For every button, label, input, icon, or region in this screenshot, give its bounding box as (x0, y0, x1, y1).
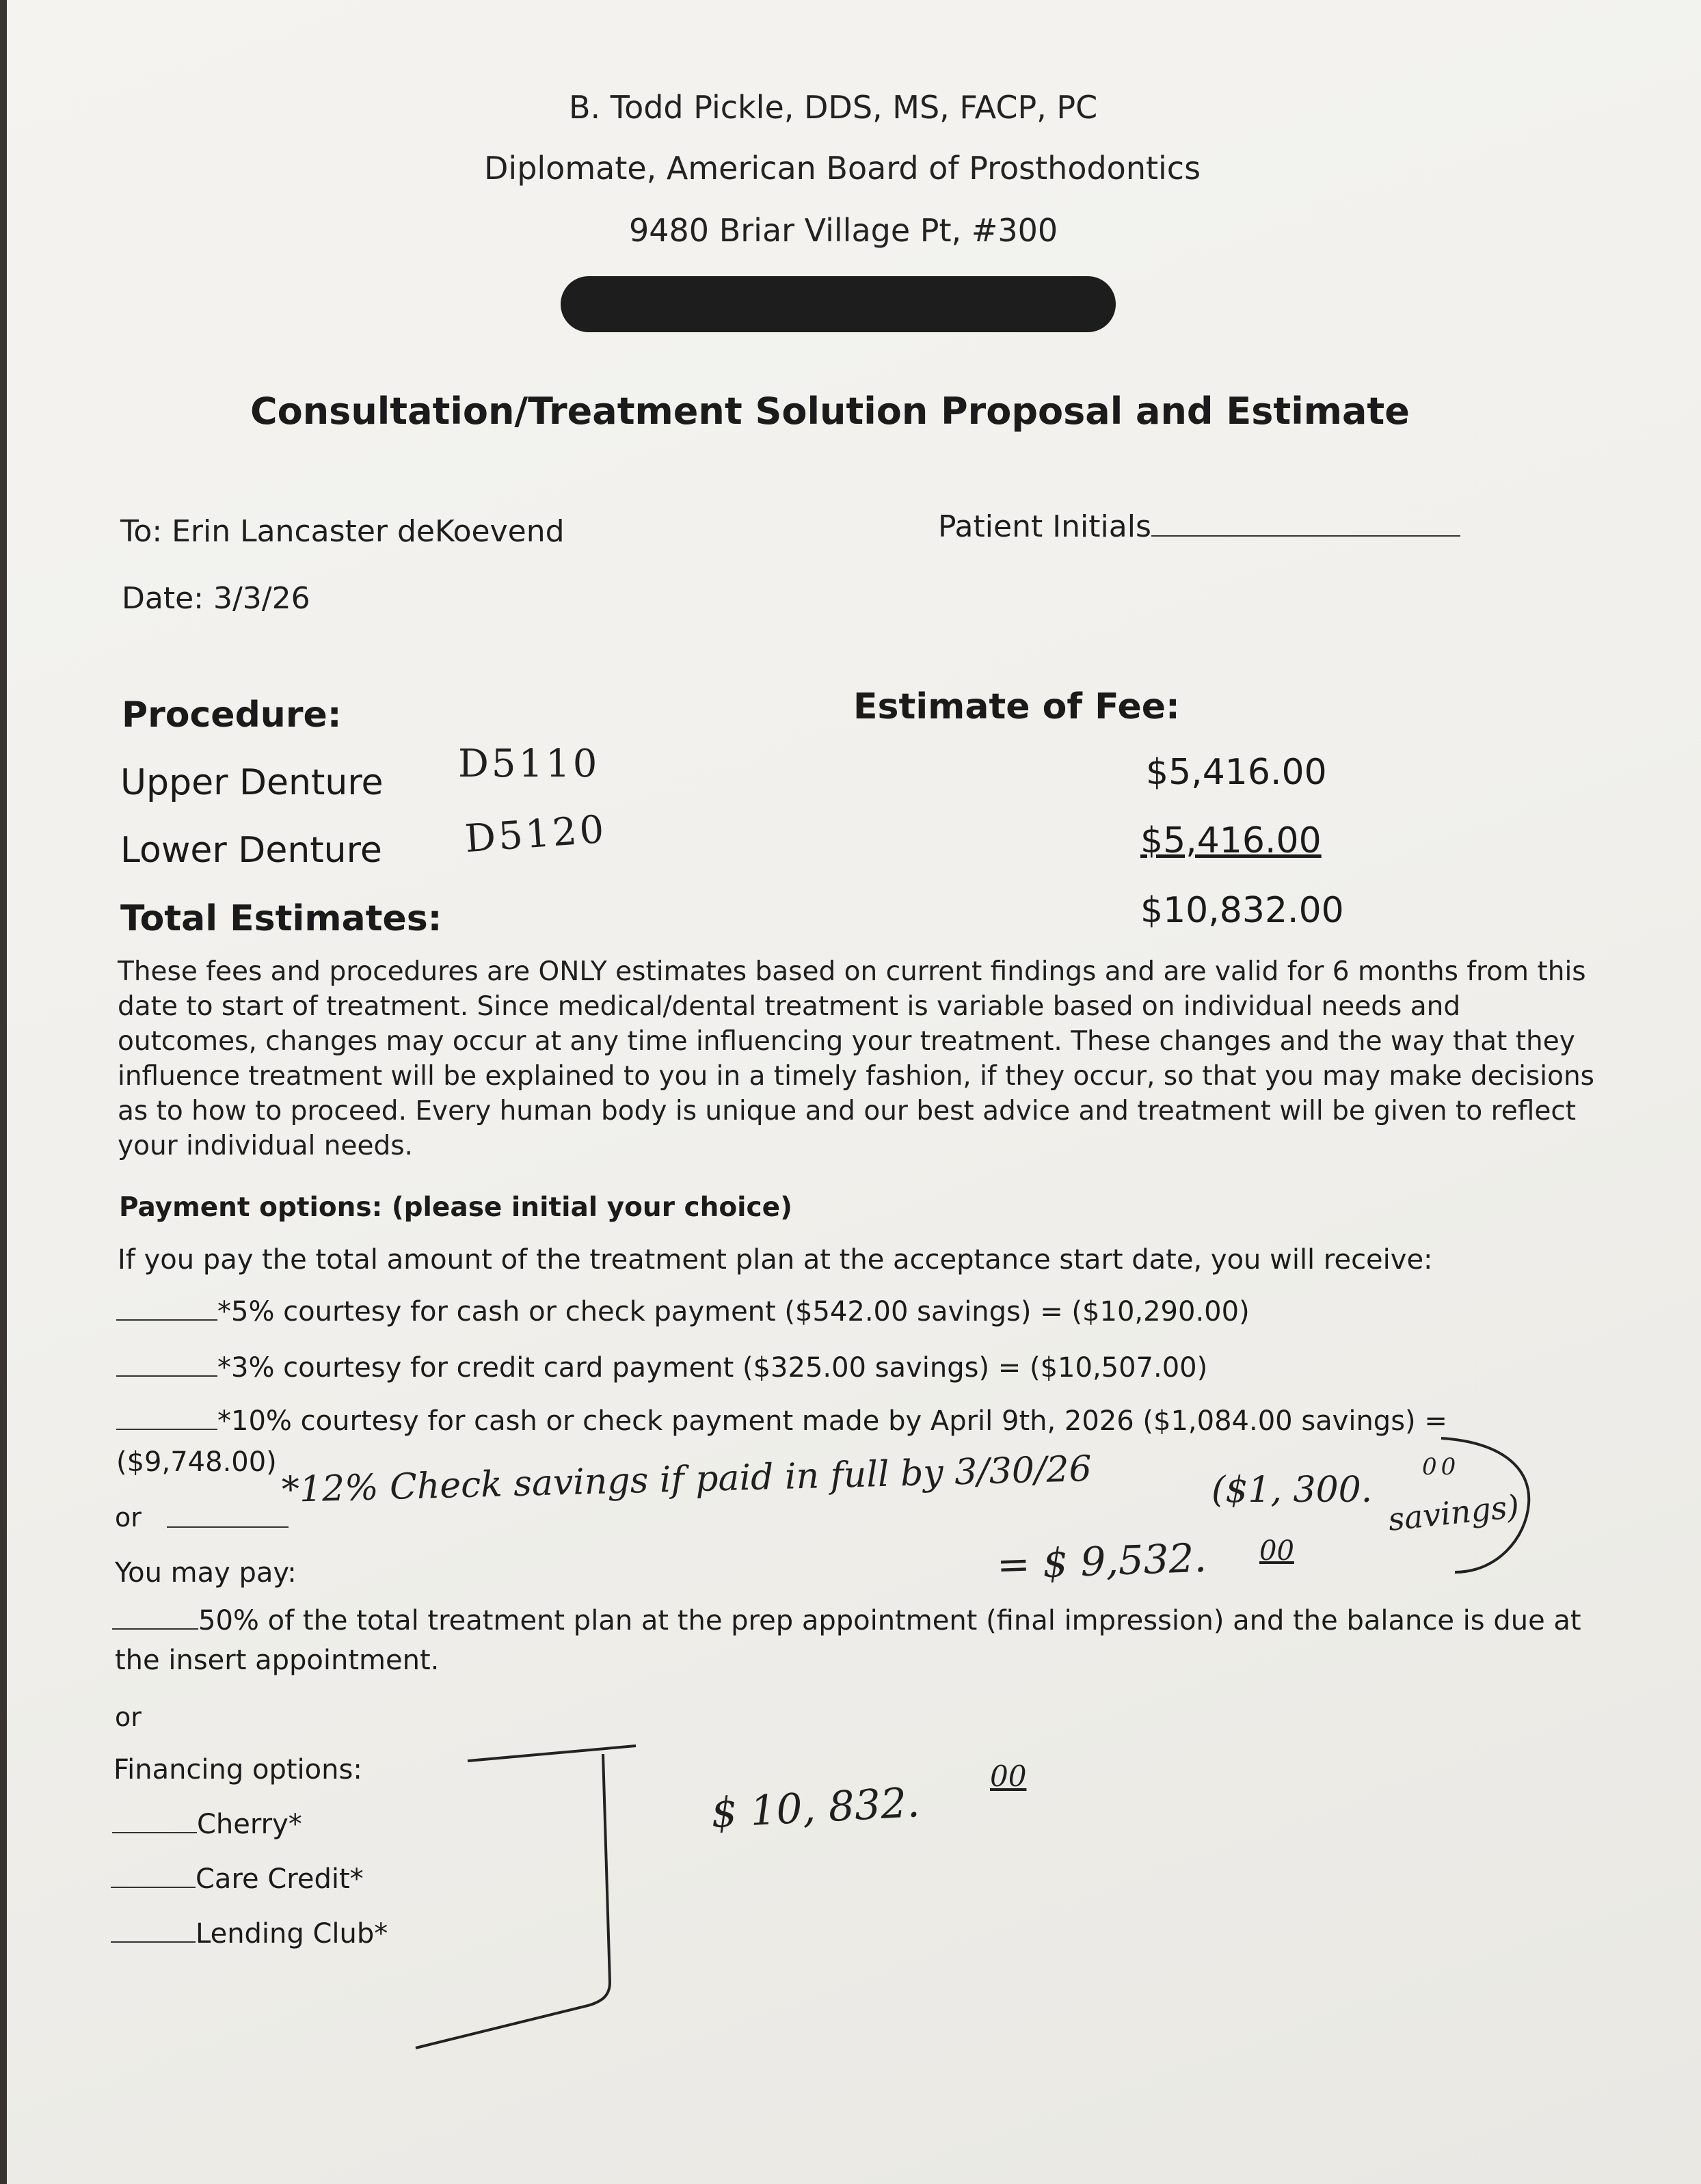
disclaimer-line: influence treatment will be explained to you in a timely fashion, if they occur, so that you may make decisions (118, 1061, 1594, 1092)
letterhead-address: 9480 Briar Village Pt, #300 (629, 212, 1058, 249)
handwritten-total: = $ 9,532. (995, 1534, 1207, 1589)
document-title: Consultation/Treatment Solution Proposal and Estimate (250, 390, 1410, 433)
procedure-heading: Procedure: (122, 695, 342, 736)
financing-label: Financing options: (113, 1754, 362, 1785)
option-half-line2: the insert appointment. (115, 1645, 440, 1676)
handwritten-financing-cents: 00 (990, 1760, 1027, 1793)
date-line: Date: 3/3/26 (122, 581, 310, 616)
patient-initials-label: Patient Initials (938, 509, 1151, 544)
you-may-pay: You may pay: (115, 1557, 297, 1589)
procedure-upper-code: D5110 (458, 742, 600, 786)
option-half-text: 50% of the total treatment plan at the prep appointment (final impression) and the balance is due at (198, 1605, 1581, 1636)
handwritten-option-12pct: *12% Check savings if paid in full by 3/30/26 (281, 1448, 1093, 1511)
or-label: or (115, 1502, 142, 1533)
procedure-lower-fee: $5,416.00 (1140, 820, 1322, 861)
disclaimer-line: outcomes, changes may occur at any time influencing your treatment. These changes and the way that they (118, 1026, 1575, 1057)
total-value: $10,832.00 (1140, 890, 1344, 931)
estimate-heading: Estimate of Fee: (853, 686, 1180, 727)
handwritten-savings-word: savings) (1386, 1487, 1521, 1538)
financing-lending-club-text: Lending Club* (196, 1918, 388, 1950)
option-april-text: *10% courtesy for cash or check payment made by April 9th, 2026 ($1,084.00 savings) = (217, 1405, 1447, 1437)
handwritten-brace (1441, 1438, 1529, 1572)
handwritten-financing-amount: $ 10, 832. (710, 1779, 921, 1837)
disclaimer-line: date to start of treatment. Since medical/dental treatment is variable based on individual needs and (118, 991, 1461, 1022)
handwritten-bracket-side (416, 1754, 610, 2048)
option-card-text: *3% courtesy for credit card payment ($325.00 savings) = ($10,507.00) (217, 1352, 1208, 1384)
handwritten-bracket-top (468, 1746, 636, 1761)
payment-heading: Payment options: (please initial your choice) (119, 1192, 792, 1223)
total-label: Total Estimates: (120, 898, 442, 939)
procedure-lower-code: D5120 (463, 807, 608, 862)
handwritten-savings: ($1, 300. (1211, 1470, 1373, 1511)
payment-intro: If you pay the total amount of the treatment plan at the acceptance start date, you will receive: (118, 1244, 1433, 1276)
recipient-line: To: Erin Lancaster deKoevend (120, 514, 565, 549)
disclaimer-line: as to how to proceed. Every human body is unique and our best advice and treatment will be given to reflect (118, 1096, 1577, 1127)
procedure-lower-name: Lower Denture (120, 830, 382, 871)
handwritten-savings-cents: 00 (1422, 1453, 1460, 1481)
handwritten-total-cents: 00 (1259, 1535, 1294, 1567)
letterhead-credentials: Diplomate, American Board of Prosthodontics (484, 150, 1201, 187)
option-cash-text: *5% courtesy for cash or check payment ($542.00 savings) = ($10,290.00) (217, 1296, 1250, 1327)
disclaimer-line: These fees and procedures are ONLY estimates based on current findings and are valid for 6 months from this (118, 956, 1586, 987)
procedure-upper-name: Upper Denture (120, 762, 384, 803)
financing-care-credit-text: Care Credit* (196, 1863, 364, 1895)
letterhead-name: B. Todd Pickle, DDS, MS, FACP, PC (569, 89, 1098, 126)
financing-cherry-text: Cherry* (197, 1809, 302, 1840)
or-label-2: or (115, 1702, 142, 1732)
disclaimer-line: your individual needs. (118, 1131, 413, 1161)
procedure-upper-fee: $5,416.00 (1146, 752, 1327, 793)
option-april-total: ($9,748.00) (116, 1446, 277, 1478)
